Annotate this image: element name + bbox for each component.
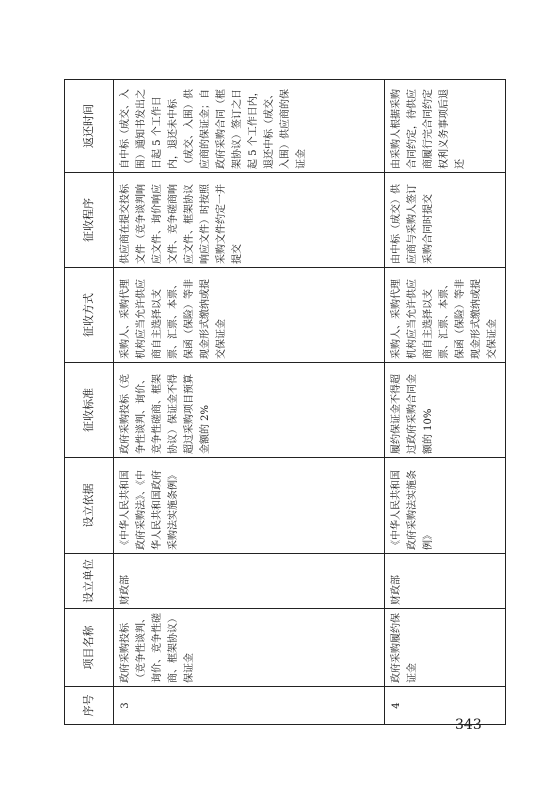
header-standard: 征收标准 bbox=[65, 363, 114, 458]
rotated-table-frame bbox=[64, 80, 498, 725]
row-basis: 《中华人民共和国政府采购法实施条例》 bbox=[385, 458, 506, 554]
row-method: 采购人、采购代理机构应当允许供应商自主选择以支票、汇票、本票、保函（保险）等非现金形式缴纳或提交保证金 bbox=[385, 268, 506, 363]
row-procedure: 供应商在提交投标文件（竞争谈判响应文件、询价响应文件、竞争磋商响应文件、框架协议响应文件）时按照采购文件约定一并提交 bbox=[114, 173, 385, 268]
header-no: 序号 bbox=[65, 687, 114, 725]
row-standard: 政府采购投标（竞争性谈判、询价、竞争性磋商、框架协议）保证金不得超过采购项目预算金额的 2% bbox=[114, 363, 385, 458]
row-name: 政府采购投标（竞争性谈判、询价、竞争性磋商、框架协议）保证金 bbox=[114, 609, 385, 687]
header-method: 征收方式 bbox=[65, 268, 114, 363]
header-name: 项目名称 bbox=[65, 609, 114, 687]
rotated-content bbox=[64, 80, 498, 725]
table-row bbox=[385, 80, 506, 725]
row-procedure: 由中标（成交）供应商与采购人签订采购合同时提交 bbox=[385, 173, 506, 268]
header-basis: 设立依据 bbox=[65, 458, 114, 554]
header-refund: 返还时间 bbox=[65, 80, 114, 173]
row-refund: 自中标（成交、入围）通知书发出之日起 5 个工作日内，退还未中标（成交、入围）供应商的保证金；自政府采购合同（框架协议）签订之日起 5 个工作日内，退还中标（成交、入围）供应商的保证金 bbox=[114, 80, 385, 173]
header-procedure: 征收程序 bbox=[65, 173, 114, 268]
header-unit: 设立单位 bbox=[65, 554, 114, 609]
row-refund: 由采购人根据采购合同约定，待供应商履行完合同约定权利义务事项后退还 bbox=[385, 80, 506, 173]
row-no: 3 bbox=[114, 687, 385, 725]
table-row bbox=[114, 80, 385, 725]
row-basis: 《中华人民共和国政府采购法》、《中华人民共和国政府采购法实施条例》 bbox=[114, 458, 385, 554]
fee-table bbox=[64, 79, 506, 725]
table-header-row bbox=[65, 80, 114, 725]
page-number: 343 bbox=[455, 717, 482, 733]
row-unit: 财政部 bbox=[385, 554, 506, 609]
row-method: 采购人、采购代理机构应当允许供应商自主选择以支票、汇票、本票、保函（保险）等非现金形式缴纳或提交保证金 bbox=[114, 268, 385, 363]
row-standard: 履约保证金不得超过政府采购合同金额的 10% bbox=[385, 363, 506, 458]
row-unit: 财政部 bbox=[114, 554, 385, 609]
row-name: 政府采购履约保证金 bbox=[385, 609, 506, 687]
row-no: 4 bbox=[385, 687, 506, 725]
